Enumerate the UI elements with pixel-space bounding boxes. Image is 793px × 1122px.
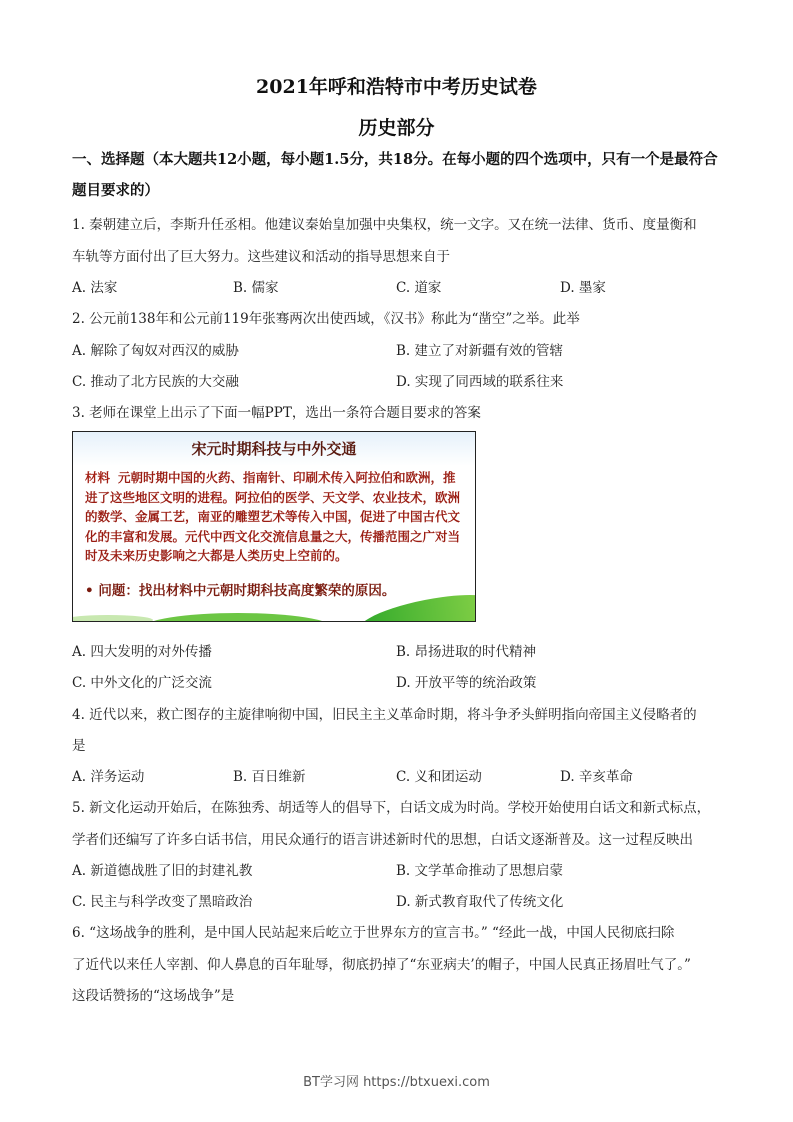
watermark-footer: BT学习网 https://btxuexi.com (303, 1075, 490, 1090)
question-1-line-1: 1. 秦朝建立后，李斯升任丞相。他建议秦始皇加强中央集权，统一文字。又在统一法律、货币、度量衡和 (72, 217, 697, 233)
question-4-line-2: 是 (72, 738, 86, 754)
section-heading: 一、选择题（本大题共12小题，每小题1.5分，共18分。在每小题的四个选项中，只有一个是最符合题目要求的） (72, 151, 718, 199)
ppt-material (85, 468, 467, 566)
question-3-option-d: D. 开放平等的统治政策 (396, 675, 537, 691)
question-1-option-d: D. 墨家 (560, 280, 606, 296)
question-2-option-a: A. 解除了匈奴对西汉的威胁 (72, 343, 239, 359)
question-5-option-d: D. 新式教育取代了传统文化 (396, 894, 564, 910)
question-2-option-b: B. 建立了对新疆有效的管辖 (396, 343, 564, 359)
question-5-line-1: 5. 新文化运动开始后，在陈独秀、胡适等人的倡导下，白话文成为时尚。学校开始使用白话文和新式标点， (72, 800, 711, 816)
question-6-line-3: 这段话赞扬的“这场战争”是 (72, 988, 235, 1004)
ppt-material-text: 元朝时期中国的火药、指南针、印刷术传入阿拉伯和欧洲，推进了这些地区文明的进程。阿拉伯的医学、天文学、农业技术，欧洲的数学、金属工艺，南亚的雕塑艺术等传入中国，促进了中国古代文化的丰富和发展。元代中西文化交流信息量之大，传播范围之广对当时及未来历史影响之大都是人类历史上空前的。 (85, 470, 461, 563)
question-1-option-b: B. 儒家 (233, 280, 279, 296)
page-subtitle: 历史部分 (358, 117, 435, 139)
question-5-option-b: B. 文学革命推动了思想启蒙 (396, 863, 564, 879)
question-4-line-1: 4. 近代以来，救亡图存的主旋律响彻中国，旧民主主义革命时期，将斗争矛头鲜明指向帝国主义侵略者的 (72, 707, 697, 723)
question-3-line-1: 3. 老师在课堂上出示了下面一幅PPT，选出一条符合题目要求的答案 (72, 405, 481, 421)
decorative-hill (143, 613, 333, 622)
question-3-option-b: B. 昂扬进取的时代精神 (396, 644, 537, 660)
ppt-question: • 问题：找出材料中元朝时期科技高度繁荣的原因。 (85, 583, 396, 599)
ppt-title: 宋元时期科技与中外交通 (191, 440, 357, 458)
ppt-material-label: 材料 (85, 470, 111, 485)
page-title: 2021年呼和浩特市中考历史试卷 (256, 76, 537, 98)
question-1-line-2: 车轨等方面付出了巨大努力。这些建议和活动的指导思想来自于 (72, 249, 450, 265)
decorative-hill (72, 615, 153, 622)
question-1-option-a: A. 法家 (72, 280, 118, 296)
question-6-line-2: 了近代以来任人宰割、仰人鼻息的百年耻辱，彻底扔掉了“东亚病夫’的帽子，中国人民真正扬眉吐气了。” (72, 957, 691, 973)
question-5-line-2: 学者们还编写了许多白话书信，用民众通行的语言讲述新时代的思想，白话文逐渐普及。这一过程反映出 (72, 832, 693, 848)
question-1-option-c: C. 道家 (396, 280, 442, 296)
question-5-option-a: A. 新道德战胜了旧的封建礼教 (72, 863, 253, 879)
question-4-option-a: A. 洋务运动 (72, 769, 145, 785)
question-5-option-c: C. 民主与科学改变了黑暗政治 (72, 894, 253, 910)
question-2-line-1: 2. 公元前138年和公元前119年张骞两次出使西域，《汉书》称此为“凿空”之举。此举 (72, 311, 580, 327)
question-2-option-d: D. 实现了同西域的联系往来 (396, 374, 564, 390)
question-3-option-c: C. 中外文化的广泛交流 (72, 675, 212, 691)
question-4-option-b: B. 百日维新 (233, 769, 306, 785)
question-2-option-c: C. 推动了北方民族的大交融 (72, 374, 239, 390)
question-3-option-a: A. 四大发明的对外传播 (72, 644, 212, 660)
ppt-slide-image (72, 431, 476, 622)
question-4-option-c: C. 义和团运动 (396, 769, 482, 785)
question-4-option-d: D. 辛亥革命 (560, 769, 633, 785)
question-6-line-1: 6. “这场战争的胜利，是中国人民站起来后屹立于世界东方的宣言书。” “经此一战，中国人民彻底扫除 (72, 925, 675, 941)
